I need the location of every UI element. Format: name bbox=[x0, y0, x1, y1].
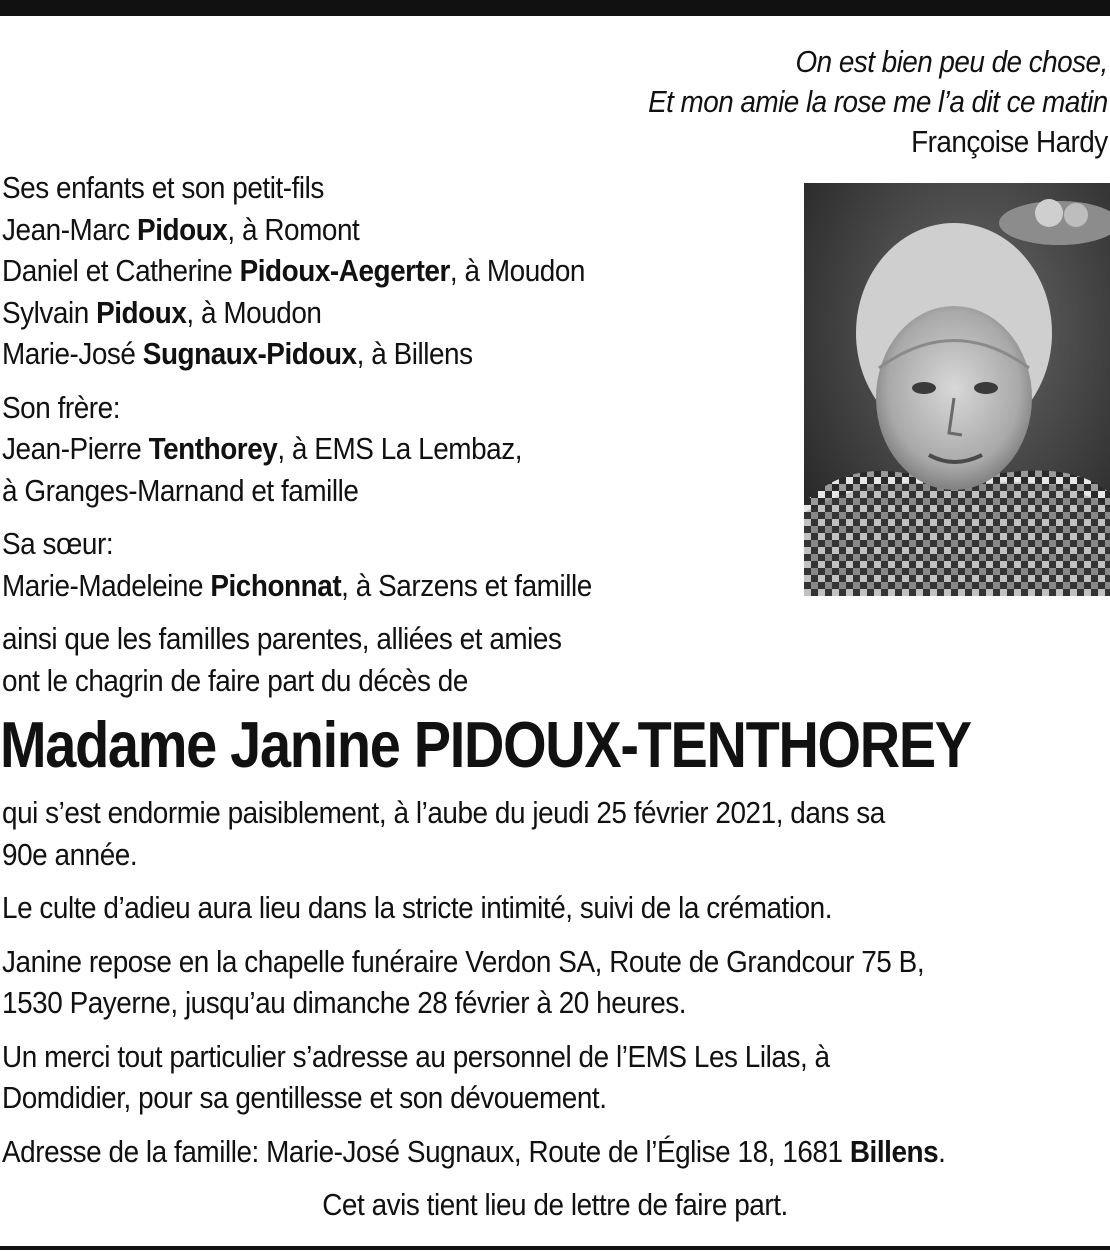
bottom-rule bbox=[0, 1246, 1110, 1250]
paragraph-address bbox=[2, 1131, 1108, 1173]
epigraph bbox=[648, 42, 1108, 162]
family-member: Marie-José Sugnaux-Pidoux, à Billens bbox=[2, 336, 473, 371]
family-list bbox=[2, 167, 782, 713]
paragraph-notice bbox=[2, 1184, 1108, 1226]
family-member: Sylvain Pidoux, à Moudon bbox=[2, 294, 322, 330]
paragraph-line: Domdidier, pour sa gentillesse et son dévouement. bbox=[2, 1080, 607, 1115]
closing-line-2: ont le chagrin de faire part du décès de bbox=[2, 662, 468, 698]
paragraph-line: Le culte d’adieu aura lieu dans la stricte intimité, suivi de la crémation. bbox=[2, 890, 833, 925]
paragraph-line: Un merci tout particulier s’adresse au personnel de l’EMS Les Lilas, à bbox=[2, 1038, 830, 1074]
sister-heading: Sa sœur: bbox=[2, 526, 114, 561]
portrait-image bbox=[804, 183, 1110, 596]
children-heading: Ses enfants et son petit-fils bbox=[2, 170, 324, 205]
family-member-continued: à Granges-Marnand et famille bbox=[2, 472, 359, 508]
closing-line-1: ainsi que les familles parentes, alliées et amies bbox=[2, 621, 562, 656]
family-member: Marie-Madeleine Pichonnat, à Sarzens et famille bbox=[2, 567, 592, 603]
paragraph-passing bbox=[2, 792, 1108, 875]
family-member: Jean-Pierre Tenthorey, à EMS La Lembaz, bbox=[2, 431, 523, 466]
top-rule bbox=[0, 0, 1110, 16]
paragraph-line: 90e année. bbox=[2, 836, 138, 872]
notice-statement: Cet avis tient lieu de lettre de faire part. bbox=[322, 1187, 788, 1222]
family-address: Adresse de la famille: Marie-José Sugnaux, Route de l’Église 18, 1681 Billens. bbox=[2, 1133, 946, 1169]
paragraph-thanks bbox=[2, 1036, 1108, 1119]
notice-body bbox=[2, 792, 1108, 1238]
paragraph-line: 1530 Payerne, jusqu’au dimanche 28 février à 20 heures. bbox=[2, 985, 687, 1020]
closing-group bbox=[2, 618, 782, 701]
deceased-name: Madame Janine PIDOUX-TENTHOREY bbox=[0, 708, 971, 781]
family-member: Jean-Marc Pidoux, à Romont bbox=[2, 211, 360, 247]
paragraph-line: Janine repose en la chapelle funéraire Verdon SA, Route de Grandcour 75 B, bbox=[2, 943, 925, 979]
paragraph-line: qui s’est endormie paisiblement, à l’aube du jeudi 25 février 2021, dans sa bbox=[2, 795, 885, 830]
family-member: Daniel et Catherine Pidoux-Aegerter, à Moudon bbox=[2, 253, 586, 288]
brother-group bbox=[2, 387, 782, 512]
epigraph-line-2: Et mon amie la rose me l’a dit ce matin bbox=[648, 84, 1108, 119]
epigraph-line-1: On est bien peu de chose, bbox=[795, 44, 1108, 79]
paragraph-chapel bbox=[2, 941, 1108, 1024]
brother-heading: Son frère: bbox=[2, 389, 121, 425]
portrait-photo bbox=[804, 183, 1110, 596]
paragraph-ceremony bbox=[2, 887, 1108, 929]
children-group bbox=[2, 167, 782, 375]
sister-group bbox=[2, 523, 782, 606]
epigraph-author: Françoise Hardy bbox=[911, 124, 1108, 159]
